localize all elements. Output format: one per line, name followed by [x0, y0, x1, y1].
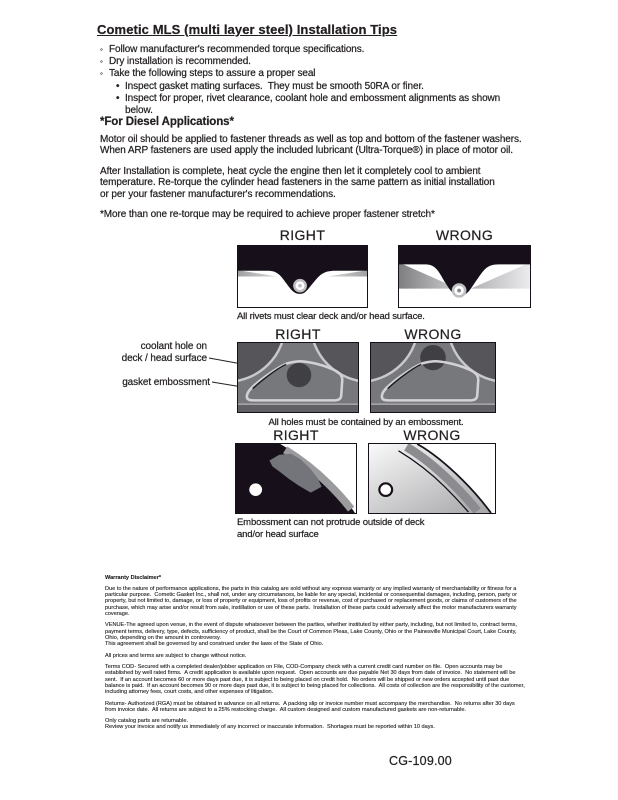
tip-sub-item — [116, 93, 530, 117]
disclaimer-paragraph: VENUE-The agreed upon venue, in the event of dispute whatsoever between the parties, whether instituted by either party, including, but not limited to, contract terms, payment terms, delivery, type, defects, sufficiency of product, shall be the Court of Common Pleas, Lake County, Ohio or the Painesville Municipal Court, Lake County, Ohio, depending on the amount in controversy. This agreement shall be governed by and construed under the laws of the State of Ohio. — [105, 622, 519, 647]
open-bullet-icon: ◦ — [100, 57, 103, 67]
gasket-embossment-annotation: gasket embossment — [122, 377, 210, 388]
coolant-hole — [287, 363, 312, 387]
tip-item — [100, 56, 530, 68]
warranty-disclaimer — [105, 575, 526, 736]
filled-bullet-icon: • — [116, 92, 120, 104]
protrusion-wrong-drawing — [369, 444, 495, 513]
tip-text: Take the following steps to assure a proper seal — [109, 68, 316, 80]
diesel-retorque-note: *More than one re-torque may be required to achieve proper fastener stretch* — [100, 209, 435, 220]
open-bullet-icon: ◦ — [100, 69, 103, 79]
fig1-wrong-label: WRONG — [435, 227, 494, 243]
fig1-right-diagram — [237, 245, 368, 308]
paragraph-line: After Installation is complete, heat cycle the engine then let it completely cool to ambient — [100, 165, 481, 177]
tip-sub-item — [116, 81, 530, 93]
fig1-wrong-diagram — [398, 245, 531, 308]
fig3-wrong-diagram — [368, 443, 496, 514]
disclaimer-paragraph: Returns- Authorized (RGA) must be obtained in advance on all returns. A packing slip or invoice number must accompany the merchandise. No returns after 30 days from invoice date. All returns are subject to a 25% restocking charge. All custom designed and custom manufactured gaskets are non-returnable. — [105, 700, 517, 713]
tip-text: Inspect for proper, rivet clearance, coolant hole and embossment alignments as shown below. — [125, 92, 503, 117]
fig2-caption: All holes must be contained by an embossment. — [268, 417, 464, 428]
fig2-right-diagram — [237, 342, 359, 413]
bolt-hole — [379, 483, 392, 496]
fig2-wrong-label: WRONG — [404, 326, 462, 342]
fig3-caption: Embossment can not protrude outside of deck and/or head surface — [237, 517, 425, 540]
tip-item — [100, 44, 530, 56]
fig1-caption: All rivets must clear deck and/or head surface. — [237, 311, 425, 322]
embossment-wrong-drawing — [371, 343, 495, 412]
diesel-paragraph — [100, 134, 532, 157]
page-title: Cometic MLS (multi layer steel) Installation Tips — [97, 22, 398, 37]
embossment-right-drawing — [238, 343, 358, 412]
tip-text: Dry installation is recommended. — [109, 56, 251, 68]
paragraph-line: temperature. Re-torque the cylinder head fasteners in the same pattern as initial installation — [100, 177, 495, 188]
coolant-hole-annotation: coolant hole on deck / head surface — [121, 341, 207, 364]
disclaimer-paragraph: Only catalog parts are returnable. Review your invoice and notify us immediately of any incorrect or inaccurate information. Shortages must be reported within 10 days. — [105, 718, 435, 731]
tip-item — [100, 68, 530, 80]
tip-text: Inspect gasket mating surfaces. They must be smooth 50RA or finer. — [125, 80, 424, 92]
fig2-right-label: RIGHT — [275, 326, 321, 342]
fig2-wrong-diagram — [370, 342, 496, 413]
paragraph-line: or per your fastener manufacturer's recommendations. — [100, 188, 336, 200]
fig3-wrong-label: WRONG — [403, 427, 461, 443]
fig3-right-label: RIGHT — [273, 427, 319, 443]
fig1-right-label: RIGHT — [279, 227, 326, 243]
disclaimer-paragraph: Due to the nature of performance applications, the parts in this catalog are sold without any express warranty or any implied warranty of merchantability or fitness for a particular purpose. Cometic Gasket Inc., shall not, under any circumstances, be liable for any special, incidental or consequential damages, including, person, party or property, but not limited to, damage, or loss of property or equipment, loss of profits or revenue, cost of purchased or replacement goods, or claims of customers of the purchase, which may arise and/or result from sale, instillation or use of these parts. Installation of these parts could adversely affect the motor manufacturers warranty coverage. — [105, 586, 519, 617]
disclaimer-paragraph: All prices and terms are subject to change without notice. — [105, 652, 247, 659]
diesel-applications-section — [100, 117, 532, 230]
coolant-hole — [420, 345, 446, 370]
diesel-paragraph — [100, 166, 532, 201]
filled-bullet-icon: • — [116, 80, 120, 92]
document-number: CG-109.00 — [389, 754, 452, 768]
rivet-clearance-right-drawing — [238, 246, 367, 307]
paragraph-line: Motor oil should be applied to fastener threads as well as top and bottom of the fastener washers. — [100, 133, 522, 145]
fig3-right-diagram — [235, 443, 357, 514]
disclaimer-paragraph: Terms COD- Secured with a completed dealer/jobber application on File, COD-Company check with a current credit card number on file. Open accounts may be established by well rated firms. A credit application is available upon request. Open accounts are due payable Net 30 days from date of invoice. No statement will be sent. If an account becomes 60 or more days past due, it is subject to being placed on credit hold. No orders will be shipped or new orders accepted until past due balance is paid. If an account becomes 90 or more days past due, it is subject to being placed for collections. All costs of collection are the responsibility of the customer, including attorney fees, court costs, and other expenses of litigation. — [105, 664, 527, 695]
open-bullet-icon: ◦ — [100, 45, 103, 54]
bolt-hole — [249, 483, 262, 496]
rivet-clearance-wrong-drawing — [399, 246, 530, 307]
installation-tips-list — [100, 44, 530, 117]
diesel-heading: *For Diesel Applications* — [100, 116, 234, 128]
protrusion-right-drawing — [236, 444, 356, 513]
disclaimer-heading: Warranty Disclaimer* — [105, 575, 162, 581]
paragraph-line: When ARP fasteners are used apply the included lubricant (Ultra-Torque®) in place of motor oil. — [100, 145, 513, 156]
tip-text: Follow manufacturer's recommended torque specifications. — [109, 44, 365, 55]
